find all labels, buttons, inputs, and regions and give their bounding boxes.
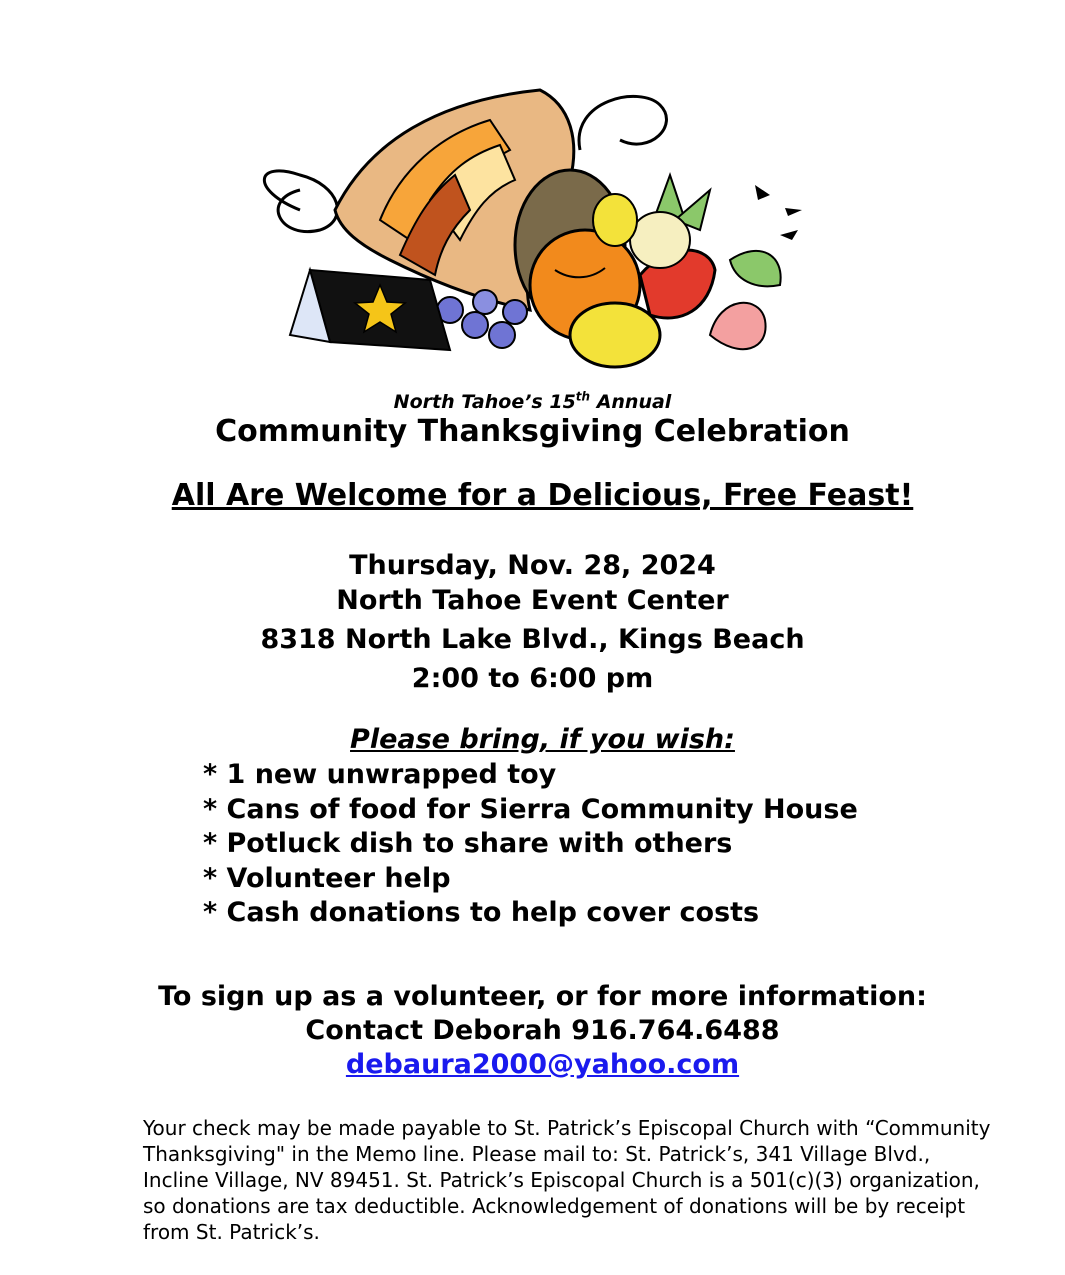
donation-note: Your check may be made payable to St. Patrick’s Episcopal Church with “Community Thanksgiving" in the Memo line. Please mail to: St. Patrick’s, 341 Village Blvd., Incline Village, NV 89451. St. Patrick’s Episcopal Church is a 501(c)(3) organization, so donations are tax deductible. Acknowledgement of donations will be by receipt from St. Patrick’s. xyxy=(143,1116,991,1244)
event-address: 8318 North Lake Blvd., Kings Beach xyxy=(260,624,805,655)
ordinal-suffix: th xyxy=(575,389,591,404)
page-title: Community Thanksgiving Celebration xyxy=(215,414,850,449)
list-item: * Potluck dish to share with others xyxy=(203,828,733,859)
list-item: * Cans of food for Sierra Community House xyxy=(203,793,858,825)
star-book-icon xyxy=(290,270,450,350)
cornucopia-illustration xyxy=(240,80,820,380)
event-details xyxy=(0,548,1065,696)
bring-heading: Please bring, if you wish: xyxy=(350,724,735,755)
contact-section xyxy=(10,980,1065,1082)
bring-list xyxy=(203,758,858,931)
event-venue: North Tahoe Event Center xyxy=(336,585,729,616)
event-time: 2:00 to 6:00 pm xyxy=(411,663,654,694)
contact-prompt: To sign up as a volunteer, or for more information: xyxy=(158,981,927,1012)
list-item: * Cash donations to help cover costs xyxy=(203,897,760,928)
welcome-banner: All Are Welcome for a Delicious, Free Feast! xyxy=(171,478,914,513)
subheading-text: North Tahoe’s 15 xyxy=(393,391,576,413)
contact-phone: Contact Deborah 916.764.6488 xyxy=(305,1015,780,1046)
list-item: * Volunteer help xyxy=(203,862,451,894)
email-link[interactable]: debaura2000@yahoo.com xyxy=(345,1049,740,1080)
list-item: * 1 new unwrapped toy xyxy=(203,759,557,790)
event-date: Thursday, Nov. 28, 2024 xyxy=(349,550,716,581)
subheading-annual: Annual xyxy=(590,391,672,413)
event-subheading xyxy=(0,391,1065,413)
